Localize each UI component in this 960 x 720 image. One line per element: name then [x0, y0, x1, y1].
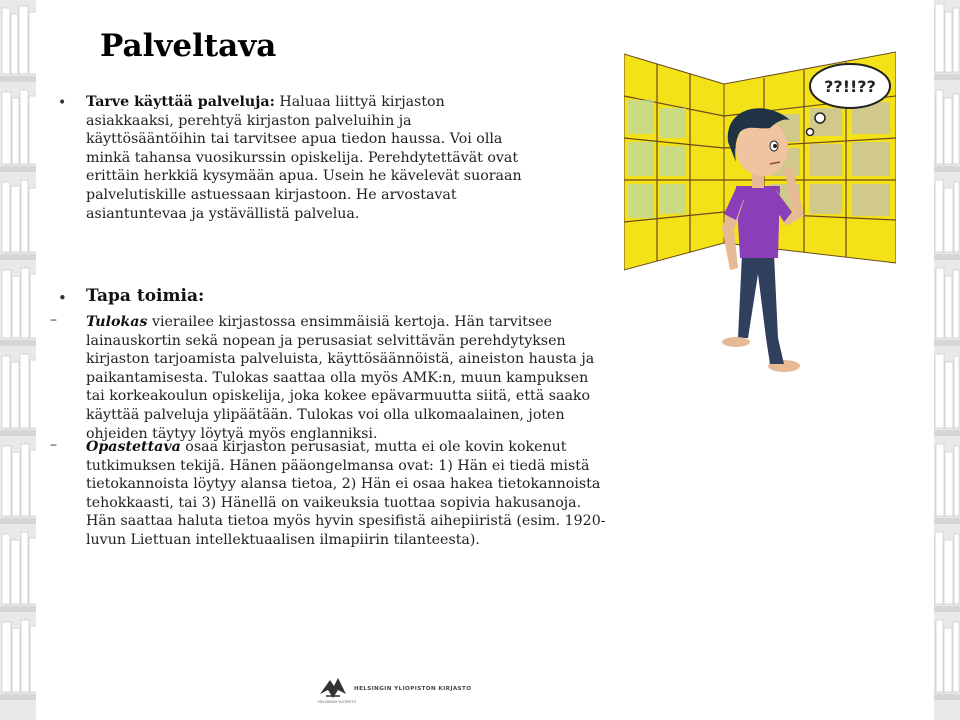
- newcomer-paragraph: [86, 313, 646, 443]
- need-text-line: minkä tahansa vuosikurssin opiskelija. Perehdytettävät ovat: [86, 149, 519, 166]
- bookshelf-left: [624, 54, 724, 270]
- learner-text-line: tehokkaasti, tai 3) Hänellä on vaikeuksia tuottaa sopivia hakusanoja.: [86, 494, 582, 511]
- dash-marker: –: [50, 312, 57, 328]
- slide-title: Palveltava: [100, 28, 277, 64]
- learner-text-line: luvun Liettuan intellektuaalisen ilmapiirin tilanteesta).: [86, 531, 480, 548]
- newcomer-text-line: tai korkeakoulun opiskelija, joka kokee epävarmuutta siitä, että saako: [86, 388, 591, 405]
- newcomer-term: Tulokas: [86, 314, 148, 330]
- need-text-line: asiantuntevaa ja ystävällistä palvelua.: [86, 205, 360, 222]
- newcomer-text-line: käyttää palveluja ylipäätään. Tulokas voi olla ulkomaalainen, joten: [86, 406, 565, 423]
- confused-student-illustration: [624, 38, 896, 380]
- need-paragraph: [86, 93, 626, 223]
- learner-text-line: tutkimuksen tekijä. Hänen pääongelmansa ovat: 1) Hän ei tiedä mistä: [86, 457, 590, 474]
- newcomer-text-line: vierailee kirjastossa ensimmäisiä kertoja. Hän tarvitsee: [151, 314, 553, 330]
- newcomer-text-line: kirjaston tarjoamista palveluista, käyttösäännöistä, aineiston hausta ja: [86, 351, 595, 368]
- learner-paragraph: [86, 438, 646, 550]
- learner-text-line: tietokannoista löytyy alansa tietoa, 2) Hän ei osaa hakea tietokannoista: [86, 476, 601, 493]
- newcomer-text-line: paikantamisesta. Tulokas saattaa olla myös AMK:n, muun kampuksen: [86, 369, 589, 386]
- approach-heading: Tapa toimia:: [86, 286, 205, 306]
- library-logo-subtext: HELSINGIN YLIOPISTO: [318, 700, 357, 704]
- learner-text-line: osaa kirjaston perusasiat, mutta ei ole kovin kokenut: [185, 439, 567, 455]
- learner-text-line: Hän saattaa haluta tietoa myös hyvin spesifistä aihepiiristä (esim. 1920-: [86, 513, 606, 530]
- library-logo: [316, 674, 496, 706]
- university-emblem-icon: [316, 674, 350, 702]
- dash-marker: –: [50, 437, 57, 453]
- newcomer-text-line: ohjeiden täytyy löytyä myös englanniksi.: [86, 425, 378, 442]
- need-text-line: palvelutiskille astuessaan kirjastoon. He arvostavat: [86, 186, 457, 203]
- library-logo-text: HELSINGIN YLIOPISTON KIRJASTO: [354, 686, 472, 692]
- slide-content: [36, 0, 934, 720]
- bullet-marker: •: [58, 95, 67, 111]
- bullet-marker: •: [58, 289, 67, 307]
- bookshelf-background-left: [0, 0, 40, 720]
- learner-term: Opastettava: [86, 439, 181, 455]
- need-heading: Tarve käyttää palveluja:: [86, 94, 275, 110]
- need-text-line: asiakkaaksi, perehtyä kirjaston palveluihin ja: [86, 112, 412, 129]
- need-text-line: erittäin herkkiä kysymään apua. Usein he kävelevät suoraan: [86, 168, 522, 185]
- need-text-line: Haluaa liittyä kirjaston: [279, 94, 445, 110]
- newcomer-text-line: lainauskortin sekä nopean ja perusasiat selvittävän perehdytyksen: [86, 332, 566, 349]
- need-text-line: käyttösääntöihin tai tarvitsee apua tiedon haussa. Voi olla: [86, 131, 503, 148]
- thought-bubble-text: ??!!??: [824, 77, 876, 96]
